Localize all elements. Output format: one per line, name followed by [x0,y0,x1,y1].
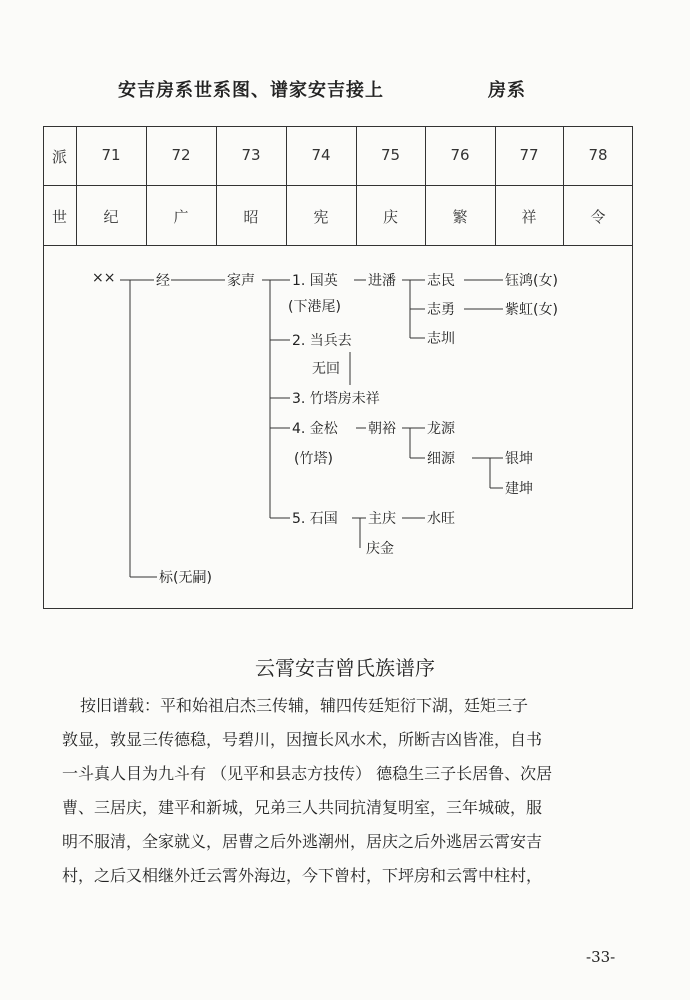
tree-node-biao: 标(无嗣) [159,570,212,586]
tree-node-guoying: 1. 国英 [292,273,338,289]
tree-node-zhiyong: 志勇 [427,302,455,318]
generation-character: 纪 [103,208,119,226]
generation-character: 繁 [452,208,468,226]
generation-number: 71 [101,146,121,164]
lineage-title-suffix: 房系 [488,80,526,101]
tree-node-jing: 经 [156,273,170,289]
tree-node-jinsong: 4. 金松 [292,421,338,437]
generation-number: 76 [450,146,470,164]
page-number: -33- [586,948,616,966]
tree-node-zhutafang: 3. 竹塔房未祥 [292,391,380,407]
essay-line: 曹、三居庆，建平和新城，兄弟三人共同抗清复明室，三年城破，服 [62,798,543,817]
generation-number: 77 [519,146,539,164]
tree-node-zhizhen: 志圳 [427,331,455,347]
generation-number: 78 [588,146,608,164]
generation-number: 75 [380,146,401,164]
generation-character: 昭 [243,208,259,226]
tree-node-dangbingqu: 2. 当兵去 [292,333,352,349]
tree-node-qingjin: 庆金 [366,541,394,557]
tree-node-jiankun: 建坤 [505,481,533,497]
tree-node-note-zhuta: (竹塔) [294,451,333,467]
tree-node-longyuan: 龙源 [427,421,455,437]
tree-node-shuiwang: 水旺 [427,511,455,527]
generation-character: 庆 [382,208,398,226]
tree-node-zihong: 紫虹(女) [505,302,558,318]
tree-node-note-wuhui: 无回 [312,361,340,377]
tree-node-root: ×× [92,270,116,286]
tree-node-jiasheng: 家声 [227,273,255,289]
row-label-generation: 派 [51,148,67,166]
generation-number: 72 [171,146,191,164]
tree-node-shiguo: 5. 石国 [292,511,338,527]
generation-character: 令 [590,208,606,226]
tree-node-zhimin: 志民 [427,273,455,289]
tree-node-jinpan: 进潘 [368,273,396,289]
tree-node-xiyuan: 细源 [427,451,455,467]
generation-character: 广 [173,208,189,226]
essay-title: 云霄安吉曾氏族谱序 [255,656,435,680]
essay-line: 一斗真人目为九斗有 （见平和县志方技传） 德稳生三子长居鲁、次居 [62,764,553,783]
generation-character: 宪 [313,208,329,226]
essay-line: 按旧谱载：平和始祖启杰三传辅，辅四传廷矩衍下湖，廷矩三子 [80,696,529,715]
lineage-title: 安吉房系世系图、谱家安吉接上 [118,80,384,101]
essay-line: 村，之后又相继外迁云霄外海边，今下曾村，下坪房和云霄中柱村， [62,866,543,885]
tree-node-yuhong: 钰鸿(女) [505,273,558,289]
tree-node-chaoyu: 朝裕 [368,421,396,437]
row-label-character: 世 [51,208,67,226]
essay-line: 敦显，敦显三传德稳，号碧川，因擅长风水术，所断吉凶皆准，自书 [62,730,543,749]
generation-character: 祥 [521,208,537,226]
tree-node-yinkun: 银坤 [505,451,533,467]
essay-line: 明不服清，全家就义，居曹之后外逃潮州，居庆之后外逃居云霄安吉 [62,832,543,851]
tree-node-note-xiagangwei: (下港尾) [288,299,341,315]
generation-number: 73 [241,146,261,164]
tree-node-zhuqing: 主庆 [368,511,396,527]
generation-number: 74 [311,146,331,164]
